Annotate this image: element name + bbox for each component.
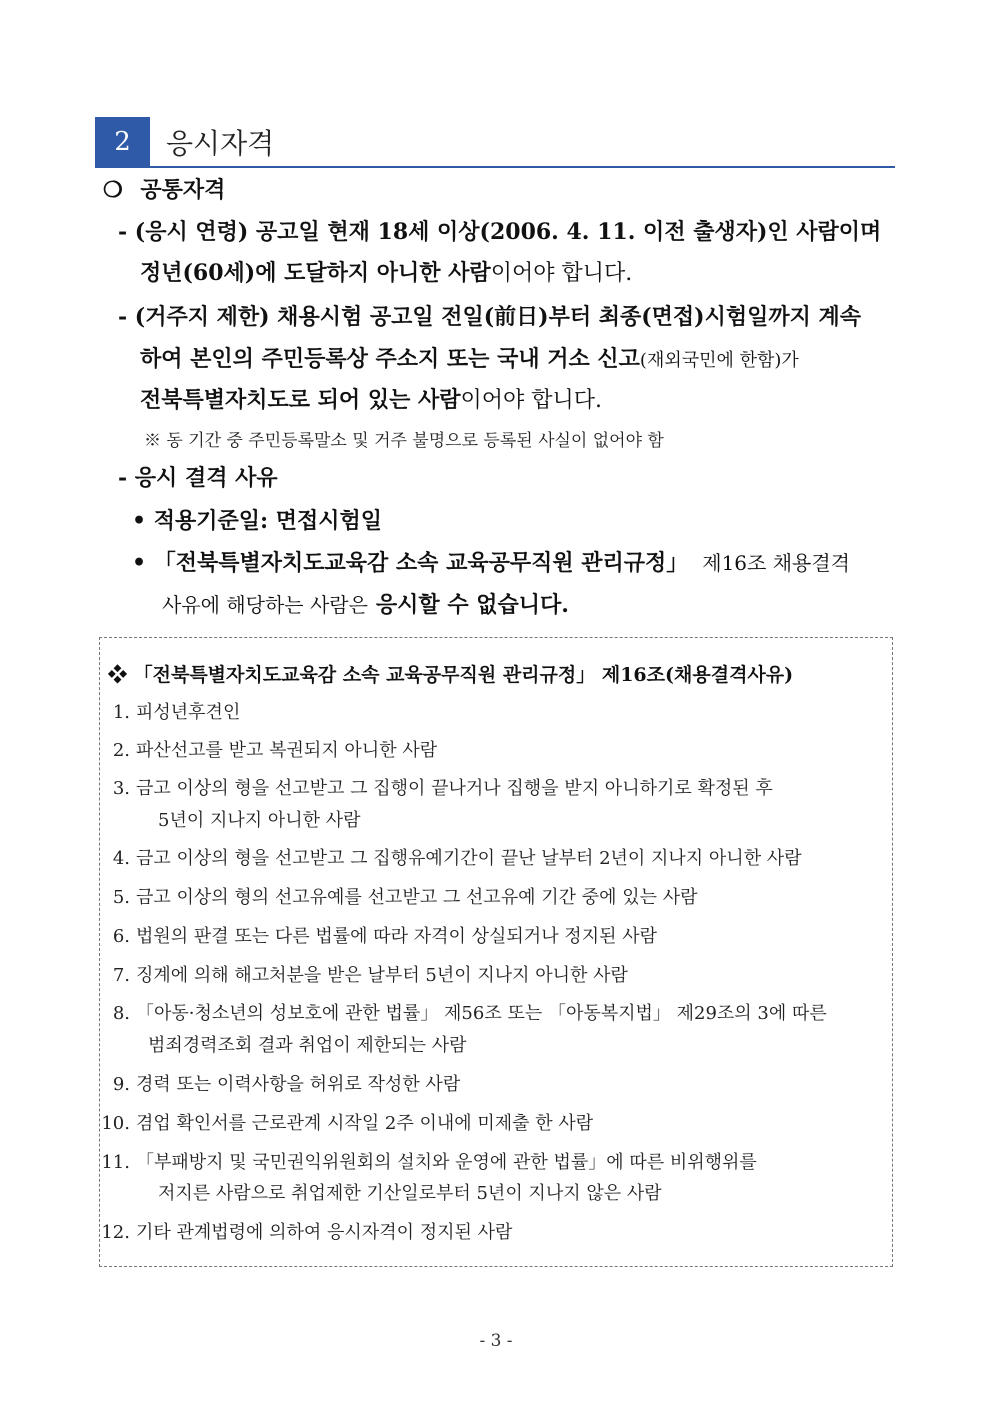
bullet-regulation-line-2-bold: 응시할 수 없습니다. — [375, 592, 569, 618]
list-item — [100, 699, 240, 727]
list-item — [100, 1219, 512, 1247]
list-item — [100, 1071, 460, 1099]
list-item — [100, 962, 628, 990]
bullet-regulation — [132, 548, 850, 579]
list-item-number: 5. — [112, 887, 130, 908]
list-item — [100, 775, 773, 803]
age-line-2-bold: 정년(60세)에 도달하지 아니한 사람 — [140, 260, 491, 286]
list-item-text: 파산선고를 받고 복권되지 아니한 사람 — [136, 740, 438, 761]
list-item-text: 피성년후견인 — [136, 702, 241, 723]
list-item-number: 7. — [112, 965, 130, 986]
residence-line-2-rest: (재외국민에 한함)가 — [639, 350, 799, 371]
list-item-text: 기타 관계법령에 의하여 응시자격이 정지된 사람 — [136, 1222, 513, 1243]
list-item-number: 8. — [112, 1003, 130, 1024]
list-item-number: 6. — [112, 926, 130, 947]
bullet-regulation-line-2 — [162, 590, 569, 621]
list-item-number: 2. — [112, 740, 130, 761]
list-item-number: 10. — [101, 1113, 130, 1134]
residence-line-3-rest: 이어야 합니다. — [460, 388, 603, 413]
list-item-text: 법원의 판결 또는 다른 법률에 따라 자격이 상실되거나 정지된 사람 — [136, 926, 657, 947]
list-item-continuation: 저지른 사람으로 취업제한 기산일로부터 5년이 지나지 않은 사람 — [158, 1183, 662, 1204]
list-item — [100, 1000, 827, 1028]
list-item-text: 「아동·청소년의 성보호에 관한 법률」 제56조 또는 「아동복지법」 제29조의 3에 따른 — [136, 1003, 827, 1024]
residence-line-2 — [140, 344, 799, 376]
age-line-2 — [140, 258, 632, 289]
list-item-text: 징계에 의해 해고처분을 받은 날부터 5년이 지나지 아니한 사람 — [136, 965, 628, 986]
list-item-text: 금고 이상의 형의 선고유예를 선고받고 그 선고유예 기간 중에 있는 사람 — [136, 887, 698, 908]
regulation-box-heading: ❖ 「전북특별자치도교육감 소속 교육공무직원 관리규정」 제16조(채용결격사유) — [108, 664, 794, 686]
list-item — [100, 737, 437, 765]
residence-line-1: - (거주지 제한) 채용시험 공고일 전일(前日)부터 최종(면접)시험일까지 계속 — [118, 304, 862, 330]
residence-line-3 — [140, 385, 602, 416]
residence-note: ※ 동 기간 중 주민등록말소 및 거주 불명으로 등록된 사실이 없어야 함 — [144, 431, 664, 451]
section-title: 응시자격 — [166, 127, 275, 160]
common-heading — [103, 175, 225, 205]
list-item-number: 4. — [112, 848, 130, 869]
list-item-number: 9. — [112, 1074, 130, 1095]
list-item-continuation: 5년이 지나지 아니한 사람 — [158, 810, 361, 831]
list-item-text: 겸업 확인서를 근로관계 시작일 2주 이내에 미제출 한 사람 — [136, 1113, 594, 1134]
section-number: 2 — [95, 117, 150, 167]
residence-line-3-bold: 전북특별자치도로 되어 있는 사람 — [140, 387, 461, 413]
list-item-text: 「부패방지 및 국민권익위원회의 설치와 운영에 관한 법률」에 따른 비위행위를 — [136, 1152, 757, 1173]
list-item-text: 경력 또는 이력사항을 허위로 작성한 사람 — [136, 1074, 461, 1095]
list-item-number: 3. — [112, 778, 130, 799]
bullet-regulation-bold: • 「전북특별자치도교육감 소속 교육공무직원 관리규정」 — [132, 550, 689, 576]
list-item — [100, 845, 802, 873]
residence-line-2-bold: 하여 본인의 주민등록상 주소지 또는 국내 거소 신고 — [140, 346, 640, 372]
list-item-number: 12. — [101, 1222, 130, 1243]
page-number: - 3 - — [479, 1331, 513, 1351]
list-item-text: 금고 이상의 형을 선고받고 그 집행유예기간이 끝난 날부터 2년이 지나지 아니한 사람 — [136, 848, 802, 869]
age-line-1: - (응시 연령) 공고일 현재 18세 이상(2006. 4. 11. 이전 출생자)인 사람이며 — [118, 219, 882, 245]
list-item-number: 11. — [101, 1152, 130, 1173]
age-line-2-rest: 이어야 합니다. — [490, 261, 633, 286]
disqualification-heading: - 응시 결격 사유 — [118, 465, 278, 491]
section-divider — [95, 166, 895, 168]
circle-bullet-icon: ❍ — [103, 177, 123, 203]
bullet-regulation-rest: 제16조 채용결격 — [702, 551, 850, 575]
bullet-criteria-date: • 적용기준일: 면접시험일 — [132, 508, 383, 534]
list-item — [100, 1149, 757, 1177]
list-item — [100, 923, 657, 951]
list-item-text: 금고 이상의 형을 선고받고 그 집행이 끝나거나 집행을 받지 아니하기로 확정된 후 — [136, 778, 773, 799]
list-item-number: 1. — [112, 702, 130, 723]
common-heading-text: 공통자격 — [140, 177, 226, 203]
list-item — [100, 884, 697, 912]
list-item — [100, 1110, 593, 1138]
list-item-continuation: 범죄경력조회 결과 취업이 제한되는 사람 — [148, 1035, 467, 1056]
bullet-regulation-line-2-normal: 사유에 해당하는 사람은 — [162, 593, 368, 617]
